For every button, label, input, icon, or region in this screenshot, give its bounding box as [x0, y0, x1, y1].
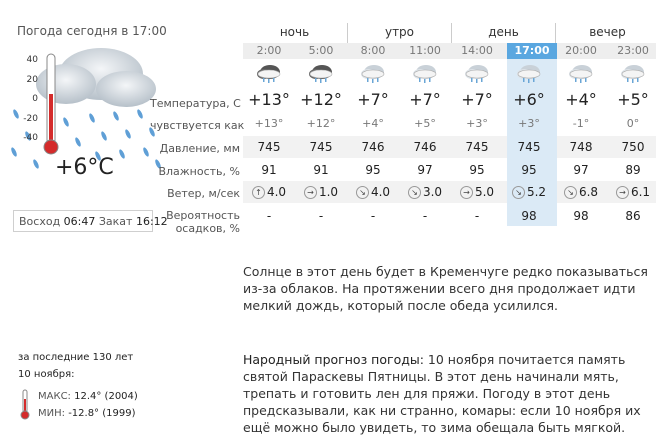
wind-speed-value: 5.0: [474, 185, 495, 199]
history-title: за последние 130 лет: [18, 352, 134, 363]
wind-cell: [503, 185, 555, 199]
wind-cell: [347, 185, 399, 199]
day-description: Солнце в этот день будет в Кременчуге редко показываться из-за облаков. На протяжении всего дня продолжает идти мелкий дождь, который после обеда усилился.: [243, 264, 648, 313]
precip-value: 98: [573, 209, 589, 223]
humidity-value: 91: [313, 163, 329, 177]
hour-label: 20:00: [565, 44, 597, 57]
wind-speed-value: 6.8: [578, 185, 599, 199]
humidity-value: 95: [521, 163, 537, 177]
hour-label: 14:00: [461, 44, 493, 57]
folk-forecast-body: 10 ноября почитается память святой Параскевы Пятницы. В этот день начинали мять, трепать и готовить лен для пряжи. Погоду в этот день предсказывали, как ни странно, комары: если 10 ноября их ещё можно было увидеть, то зима обещала быть мягкой.: [243, 352, 641, 435]
row-label-feels: чувствуется как: [150, 119, 245, 132]
wind-direction-icon: ↑: [252, 186, 265, 199]
feels-like-value: 0°: [626, 117, 640, 130]
mini-thermometer-icon: [19, 389, 31, 425]
precip-value: -: [266, 209, 272, 223]
wind-speed-value: 4.0: [370, 185, 391, 199]
cloud-rain-icon: [463, 63, 491, 83]
pressure-value: 745: [309, 140, 333, 154]
humidity-value: 97: [417, 163, 433, 177]
wind-direction-icon: ↘: [408, 186, 421, 199]
precip-value: 98: [521, 209, 537, 223]
wind-speed-value: 6.1: [630, 185, 651, 199]
pressure-value: 746: [361, 140, 385, 154]
wind-cell: [451, 185, 503, 199]
wind-direction-icon: →: [616, 186, 629, 199]
precip-value: -: [422, 209, 428, 223]
wind-direction-icon: →: [460, 186, 473, 199]
history-date: 10 ноября:: [18, 369, 75, 380]
temp-value: +7°: [461, 90, 493, 109]
hour-label: 2:00: [256, 44, 282, 57]
temp-value: +4°: [565, 90, 597, 109]
row-label-humidity: Влажность, %: [158, 165, 240, 178]
feels-like-value: +13°: [254, 117, 284, 130]
cloud-rain-icon: [567, 63, 595, 83]
period-header: [243, 23, 656, 43]
humidity-value: 89: [625, 163, 641, 177]
feels-like-value: +12°: [306, 117, 336, 130]
pressure-value: 745: [517, 140, 541, 154]
humidity-value: 91: [261, 163, 277, 177]
row-label-wind: Ветер, м/сек: [167, 187, 240, 200]
wind-speed-value: 3.0: [422, 185, 443, 199]
row-label-temp: Температура, С: [150, 97, 241, 110]
precip-value: -: [474, 209, 480, 223]
folk-forecast-title: Народный прогноз погоды:: [243, 352, 424, 367]
pressure-value: 745: [257, 140, 281, 154]
feels-like-value: +5°: [414, 117, 436, 130]
hour-label: 5:00: [308, 44, 334, 57]
wind-direction-icon: ↘: [564, 186, 577, 199]
wind-direction-icon: ↘: [512, 186, 525, 199]
pressure-value: 745: [465, 140, 489, 154]
feels-like-value: +4°: [362, 117, 384, 130]
hour-label: 8:00: [360, 44, 386, 57]
folk-forecast: [243, 351, 658, 436]
cloud-rain-icon: [619, 63, 647, 83]
humidity-value: 97: [573, 163, 589, 177]
wind-cell: [295, 185, 347, 199]
wind-direction-icon: →: [304, 186, 317, 199]
wind-direction-icon: ↘: [356, 186, 369, 199]
period-morning: утро: [347, 23, 451, 47]
feels-like-value: +3°: [518, 117, 540, 130]
temp-value: +13°: [248, 90, 290, 109]
precip-value: 86: [625, 209, 641, 223]
period-night: ночь: [279, 25, 310, 39]
cloud-rain-icon: [411, 63, 439, 83]
precip-value: -: [370, 209, 376, 223]
cloud-night-icon: [307, 63, 335, 83]
wind-cell: [555, 185, 607, 199]
history-min: МИН: -12.8° (1999): [38, 408, 136, 419]
row-label-pressure: Давление, мм: [159, 142, 240, 155]
current-temperature: +6°C: [55, 155, 114, 180]
hour-label: 11:00: [409, 44, 441, 57]
cloud-night-icon: [255, 63, 283, 83]
wind-cell: [607, 185, 659, 199]
current-weather-title: Погода сегодня в 17:00: [17, 24, 167, 38]
wind-cell: [243, 185, 295, 199]
row-label-precip-2: осадков, %: [175, 222, 240, 235]
hour-label: 23:00: [617, 44, 649, 57]
cloud-rain-icon: [359, 63, 387, 83]
humidity-value: 95: [365, 163, 381, 177]
thermometer-scale: 40 20 0 -20 -40: [23, 55, 38, 143]
temp-value: +7°: [357, 90, 389, 109]
feels-like-value: -1°: [572, 117, 590, 130]
temp-value: +12°: [300, 90, 342, 109]
period-evening: вечер: [555, 23, 659, 47]
wind-speed-value: 1.0: [318, 185, 339, 199]
precip-value: -: [318, 209, 324, 223]
wind-speed-value: 4.0: [266, 185, 287, 199]
wind-cell: [399, 185, 451, 199]
feels-like-value: +3°: [466, 117, 488, 130]
history-max: МАКС: 12.4° (2004): [38, 391, 138, 402]
pressure-value: 748: [569, 140, 593, 154]
temp-value: +7°: [409, 90, 441, 109]
row-label-precip-1: Вероятность: [166, 209, 240, 222]
temp-value: +5°: [617, 90, 649, 109]
pressure-value: 746: [413, 140, 437, 154]
pressure-value: 750: [621, 140, 645, 154]
cloud-rain-icon: [515, 63, 543, 83]
sun-times: Восход 06:47 Закат 16:12: [13, 210, 153, 232]
wind-speed-value: 5.2: [526, 185, 547, 199]
humidity-value: 95: [469, 163, 485, 177]
period-day: день: [451, 23, 555, 47]
current-hour-label: 17:00: [507, 43, 557, 59]
temp-value: +6°: [513, 90, 545, 109]
